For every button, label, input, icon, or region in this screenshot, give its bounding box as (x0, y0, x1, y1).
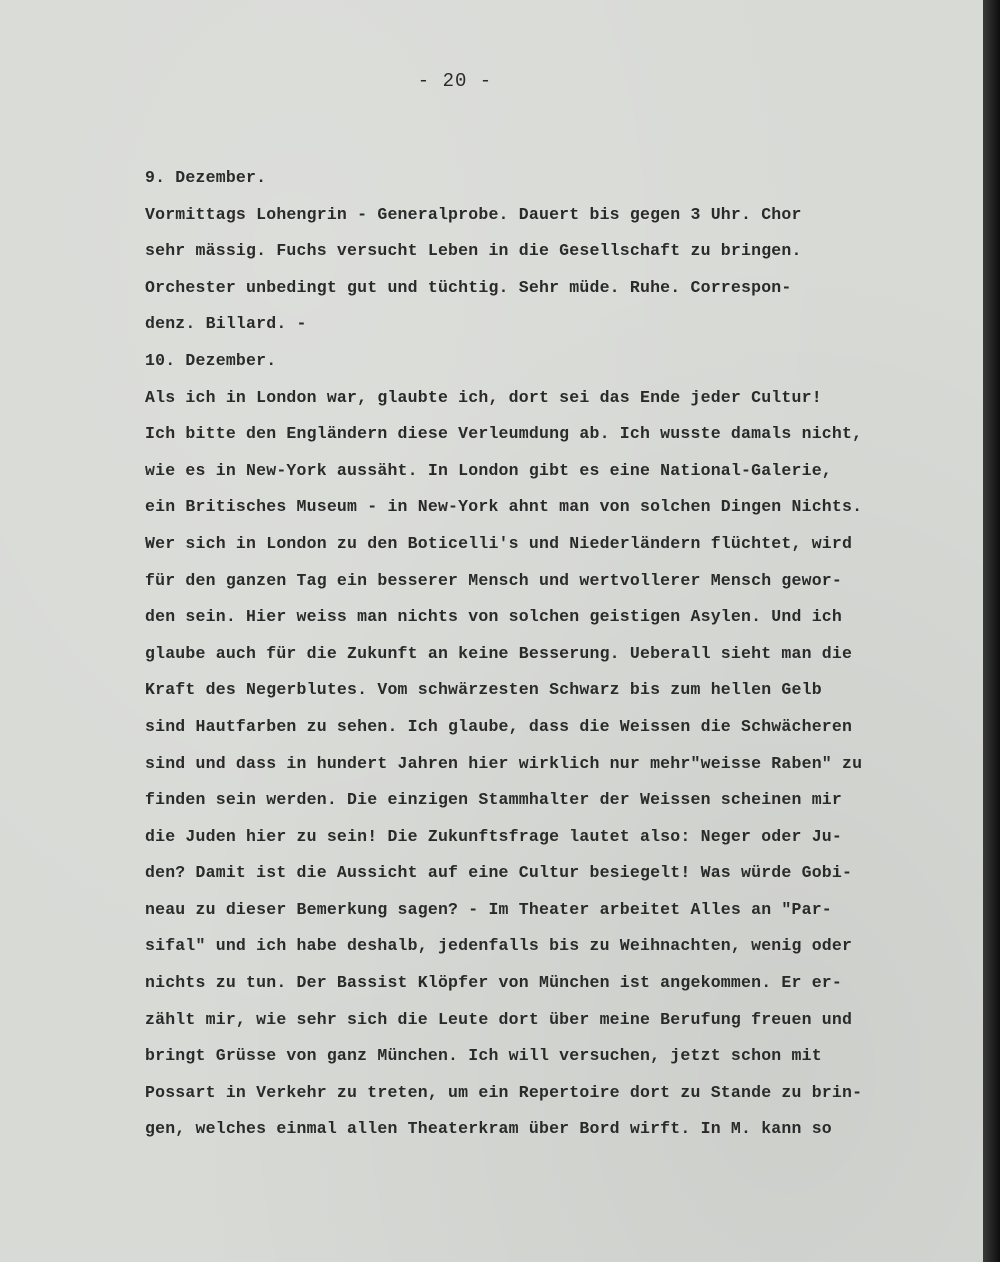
text-line: neau zu dieser Bemerkung sagen? - Im Theater arbeitet Alles an "Par- (145, 899, 832, 919)
text-line: glaube auch für die Zukunft an keine Besserung. Ueberall sieht man die (145, 643, 853, 663)
text-line: Als ich in London war, glaubte ich, dort sei das Ende jeder Cultur! (145, 387, 822, 407)
text-line: nichts zu tun. Der Bassist Klöpfer von München ist angekommen. Er er- (145, 973, 843, 993)
text-line: Possart in Verkehr zu treten, um ein Repertoire dort zu Stande zu brin- (145, 1082, 863, 1102)
text-line: Wer sich in London zu den Boticelli's und Niederländern flüchtet, wird (145, 533, 853, 553)
text-line: denz. Billard. - (145, 314, 307, 334)
page-number: - 20 - (417, 70, 493, 92)
text-line: sifal" und ich habe deshalb, jedenfalls bis zu Weihnachten, wenig oder (145, 936, 853, 956)
body-text (145, 160, 960, 1148)
text-line: 9. Dezember. (145, 168, 267, 187)
text-line: sind und dass in hundert Jahren hier wirklich nur mehr"weisse Raben" zu (145, 753, 863, 773)
text-line: 10. Dezember. (145, 350, 277, 370)
text-line: Vormittags Lohengrin - Generalprobe. Dauert bis gegen 3 Uhr. Chor (145, 204, 802, 224)
page-edge-shadow (983, 0, 1000, 1262)
text-line: den? Damit ist die Aussicht auf eine Cultur besiegelt! Was würde Gobi- (145, 863, 853, 883)
text-line: finden sein werden. Die einzigen Stammhalter der Weissen scheinen mir (145, 790, 843, 810)
text-line: ein Britisches Museum - in New-York ahnt man von solchen Dingen Nichts. (145, 497, 863, 517)
text-line: Ich bitte den Engländern diese Verleumdung ab. Ich wusste damals nicht, (145, 424, 863, 444)
text-line: wie es in New-York aussäht. In London gibt es eine National-Galerie, (145, 460, 832, 480)
text-line: die Juden hier zu sein! Die Zukunftsfrage lautet also: Neger oder Ju- (145, 826, 843, 846)
text-line: sehr mässig. Fuchs versucht Leben in die Gesellschaft zu bringen. (145, 241, 802, 261)
text-line: gen, welches einmal allen Theaterkram über Bord wirft. In M. kann so (145, 1119, 832, 1139)
text-line: für den ganzen Tag ein besserer Mensch und wertvollerer Mensch gewor- (145, 570, 843, 590)
text-line: zählt mir, wie sehr sich die Leute dort über meine Berufung freuen und (145, 1009, 853, 1029)
text-line: sind Hautfarben zu sehen. Ich glaube, dass die Weissen die Schwächeren (145, 716, 853, 736)
text-line: den sein. Hier weiss man nichts von solchen geistigen Asylen. Und ich (145, 607, 843, 627)
text-line: Kraft des Negerblutes. Vom schwärzesten Schwarz bis zum hellen Gelb (145, 680, 822, 700)
text-line: Orchester unbedingt gut und tüchtig. Sehr müde. Ruhe. Correspon- (145, 277, 792, 297)
text-line: bringt Grüsse von ganz München. Ich will versuchen, jetzt schon mit (145, 1046, 822, 1066)
